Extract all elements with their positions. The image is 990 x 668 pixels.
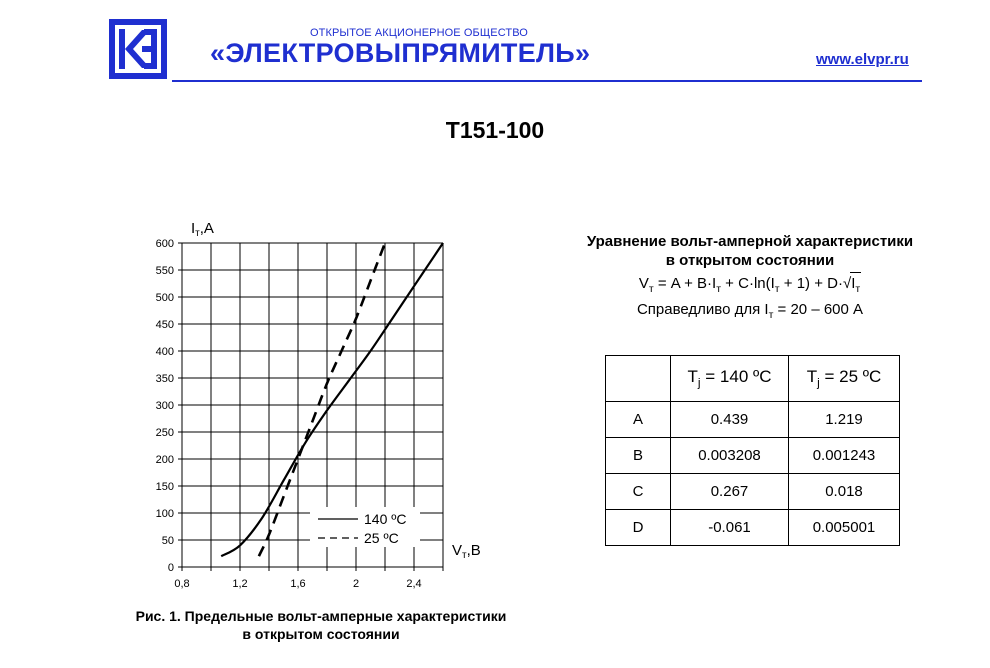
figure-caption (95, 607, 547, 643)
param-value-140: 0.267 (671, 474, 789, 510)
company-name: «ЭЛЕКТРОВЫПРЯМИТЕЛЬ» (210, 38, 591, 68)
y-tick-label: 50 (161, 535, 174, 547)
header-cell-140: $T_j = 140$ ºC (671, 356, 789, 402)
company-logo (108, 18, 168, 80)
param-value-25: 1.219 (789, 402, 900, 438)
website-link[interactable]: www.elvpr.ru (816, 51, 909, 68)
x-axis-label: $V_т,В$ (452, 542, 481, 561)
y-tick-label: 150 (155, 481, 174, 493)
equation-block (560, 232, 940, 325)
param-value-25: 0.001243 (789, 438, 900, 474)
y-tick-label: 550 (155, 265, 174, 277)
y-tick-label: 450 (155, 319, 174, 331)
sqrt-sign: √ (842, 275, 852, 292)
y-axis-label: $I_т,А$ (191, 220, 214, 239)
equation-heading-1: Уравнение вольт-амперной характеристики (586, 233, 914, 250)
param-name: A (606, 402, 671, 438)
y-tick-label: 300 (155, 400, 174, 412)
x-tick-label: 1,2 (232, 578, 248, 590)
header-cell-param (606, 356, 671, 402)
x-tick-label: 2,4 (406, 578, 422, 590)
chart-legend (310, 507, 420, 547)
page-title: Т151-100 (445, 117, 545, 143)
param-name: C (606, 474, 671, 510)
param-name: B (606, 438, 671, 474)
coefficients-table (605, 355, 900, 546)
legend-label-140: 140 ºC (364, 511, 407, 527)
y-tick-label: 250 (155, 427, 174, 439)
y-tick-label: 500 (155, 292, 174, 304)
param-value-140: 0.439 (671, 402, 789, 438)
x-tick-label: 2 (352, 578, 360, 590)
y-tick-label: 0 (167, 562, 174, 574)
caption-line-1: Рис. 1. Предельные вольт-амперные характеристики (135, 608, 507, 624)
table-row (606, 510, 900, 546)
legend-label-25: 25 ºC (364, 530, 399, 546)
param-value-25: 0.005001 (789, 510, 900, 546)
org-type-label: ОТКРЫТОЕ АКЦИОНЕРНОЕ ОБЩЕСТВО (310, 27, 528, 39)
table-row (606, 474, 900, 510)
y-tick-label: 350 (155, 373, 174, 385)
y-tick-label: 200 (155, 454, 174, 466)
param-name: D (606, 510, 671, 546)
param-value-25: 0.018 (789, 474, 900, 510)
y-tick-label: 400 (155, 346, 174, 358)
y-tick-label: 100 (155, 508, 174, 520)
header-cell-25: $T_j = 25$ ºC (789, 356, 900, 402)
equation-formula: $V_т = A + B\cdot I_т + C\cdot\ln(I_т + 1) + D\cdot√I_т$ (560, 272, 940, 300)
header-divider (172, 80, 922, 82)
param-value-140: 0.003208 (671, 438, 789, 474)
table-row (606, 402, 900, 438)
table-row (606, 438, 900, 474)
x-tick-label: 1,6 (290, 578, 306, 590)
caption-line-2: в открытом состоянии (242, 626, 400, 642)
x-tick-label: 0,8 (174, 578, 190, 590)
y-tick-label: 600 (155, 238, 174, 250)
equation-heading-2: в открытом состоянии (665, 252, 835, 269)
param-value-140: -0.061 (671, 510, 789, 546)
equation-range: Справедливо для $I_т = 20 - 600$ А (636, 301, 864, 321)
table-header-row (606, 356, 900, 402)
vac-chart (130, 210, 510, 595)
